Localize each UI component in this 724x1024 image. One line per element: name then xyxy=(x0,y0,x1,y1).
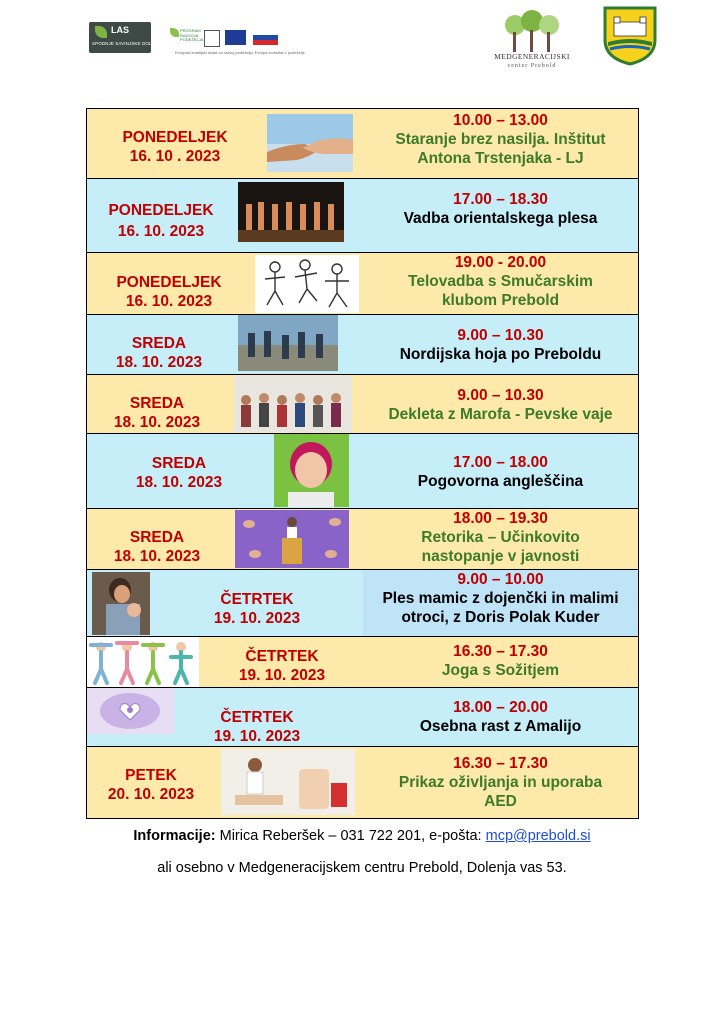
event-cell xyxy=(363,747,638,818)
schedule-row xyxy=(86,637,639,688)
schedule-row xyxy=(86,179,639,253)
schedule-row xyxy=(86,315,639,375)
schedule-row xyxy=(86,509,639,570)
event-title: Dekleta z Marofa - Pevske vaje xyxy=(388,406,613,423)
day-cell xyxy=(87,570,364,636)
day-cell xyxy=(87,509,364,569)
day-label: SREDA xyxy=(129,395,185,412)
centre-name: MEDGENERACIJSKI xyxy=(494,52,570,61)
day-label: PETEK xyxy=(125,767,177,784)
leaf-icon xyxy=(95,26,107,38)
time-label: 16.30 – 17.30 xyxy=(453,643,548,660)
day-cell xyxy=(87,434,364,508)
event-cell xyxy=(363,253,638,314)
time-label: 9.00 – 10.30 xyxy=(457,387,544,404)
day-cell xyxy=(87,315,364,374)
time-label: 18.00 – 20.00 xyxy=(453,699,548,716)
date-label: 18. 10. 2023 xyxy=(113,548,201,565)
mother-baby-image xyxy=(92,572,150,635)
day-label: SREDA xyxy=(131,335,187,352)
date-label: 19. 10. 2023 xyxy=(238,667,326,684)
date-label: 18. 10. 2023 xyxy=(135,474,223,491)
time-label: 10.00 – 13.00 xyxy=(453,112,548,129)
eu-flag-icon xyxy=(225,30,246,45)
event-title: Osebna rast z Amalijo xyxy=(419,718,582,735)
speaker-podium-image xyxy=(235,510,349,568)
date-label: 18. 10. 2023 xyxy=(113,414,201,431)
event-cell xyxy=(363,688,638,746)
time-label: 17.00 – 18.30 xyxy=(453,191,548,208)
event-cell xyxy=(363,570,638,636)
las-logo xyxy=(89,22,160,53)
schedule-row xyxy=(86,570,639,637)
schedule-row xyxy=(86,108,639,179)
date-label: 18. 10. 2023 xyxy=(115,354,203,371)
event-cell xyxy=(363,637,638,687)
leaf-icon xyxy=(170,28,179,37)
cpr-training-image xyxy=(221,749,355,815)
leader-logo xyxy=(204,30,220,47)
day-cell xyxy=(87,179,364,252)
day-cell xyxy=(87,688,364,746)
time-label: 19.00 - 20.00 xyxy=(454,254,547,271)
date-label: 20. 10. 2023 xyxy=(107,786,195,803)
program-logo xyxy=(170,28,202,46)
schedule-row xyxy=(86,253,639,315)
event-title: Ples mamic z dojenčki in malimi otroci, z Doris Polak Kuder xyxy=(382,590,619,626)
choir-group-image xyxy=(234,376,352,432)
event-title: Joga s Sožitjem xyxy=(441,662,560,679)
info-label: Informacije: xyxy=(133,828,216,844)
event-cell xyxy=(363,109,638,178)
teacher-portrait-image xyxy=(274,434,349,507)
time-label: 17.00 – 18.00 xyxy=(453,454,548,471)
date-label: 19. 10. 2023 xyxy=(213,728,301,745)
event-title: Telovadba s Smučarskim klubom Prebold xyxy=(408,273,593,309)
centre-subtitle: center Prebold xyxy=(507,63,557,69)
day-label: SREDA xyxy=(129,529,185,546)
time-label: 16.30 – 17.30 xyxy=(453,755,548,772)
day-label: PONEDELJEK xyxy=(116,274,222,291)
time-label: 9.00 – 10.00 xyxy=(457,571,544,588)
event-title: Retorika – Učinkovito nastopanje v javnosti xyxy=(421,529,580,565)
date-label: 16. 10. 2023 xyxy=(125,293,213,310)
event-title: Pogovorna angleščina xyxy=(417,473,584,490)
day-label: SREDA xyxy=(151,455,207,472)
handshake-image xyxy=(267,114,353,172)
las-title: LAS xyxy=(111,25,129,35)
event-title: Prikaz oživljanja in uporaba AED xyxy=(398,774,603,810)
event-cell xyxy=(363,375,638,433)
las-subtitle: SPODNJE SAVINJSKE DOLINE xyxy=(92,41,160,46)
schedule-row xyxy=(86,688,639,747)
nordic-walking-image xyxy=(238,315,338,371)
email-link[interactable]: mcp@prebold.si xyxy=(485,828,591,844)
day-label: PONEDELJEK xyxy=(122,129,228,146)
date-label: 16. 10. 2023 xyxy=(117,223,205,240)
event-cell xyxy=(363,434,638,508)
event-title: Nordijska hoja po Preboldu xyxy=(399,346,602,363)
prebold-crest-icon xyxy=(603,6,657,66)
day-label: PONEDELJEK xyxy=(108,202,214,219)
time-label: 9.00 – 10.30 xyxy=(457,327,544,344)
event-cell xyxy=(363,179,638,252)
day-cell xyxy=(87,637,364,687)
yoga-seniors-image xyxy=(87,637,199,687)
program-text: PROGRAM RAZVOJA PODEŽELJA xyxy=(180,28,204,43)
day-label: ČETRTEK xyxy=(220,709,294,726)
schedule-row xyxy=(86,747,639,819)
day-label: ČETRTEK xyxy=(245,648,319,665)
date-label: 16. 10 . 2023 xyxy=(129,148,221,165)
contact-info xyxy=(0,828,724,844)
contact-address: ali osebno v Medgeneracijskem centru Prebold, Dolenja vas 53. xyxy=(157,860,567,876)
fund-caption: Evropski kmetijski sklad za razvoj podeželja: Evropa investira v podeželje xyxy=(175,50,305,55)
day-cell xyxy=(87,375,364,433)
day-label: ČETRTEK xyxy=(220,591,294,608)
heart-lotus-image xyxy=(87,688,174,734)
date-label: 19. 10. 2023 xyxy=(213,610,301,627)
exercise-sketch-image xyxy=(255,255,359,313)
event-cell xyxy=(363,315,638,374)
info-text: Mirica Reberšek – 031 722 201, e-pošta: xyxy=(215,828,486,844)
schedule-row xyxy=(86,375,639,434)
time-label: 18.00 – 19.30 xyxy=(453,510,548,527)
event-cell xyxy=(363,509,638,569)
day-cell xyxy=(87,747,364,818)
event-title: Staranje brez nasilja. Inštitut Antona Trstenjaka - LJ xyxy=(395,131,606,167)
schedule-row xyxy=(86,434,639,509)
day-cell xyxy=(87,109,364,178)
slovenia-flag-icon xyxy=(253,30,278,45)
day-cell xyxy=(87,253,364,314)
event-title: Vadba orientalskega plesa xyxy=(403,210,598,227)
dance-stage-image xyxy=(238,182,344,242)
